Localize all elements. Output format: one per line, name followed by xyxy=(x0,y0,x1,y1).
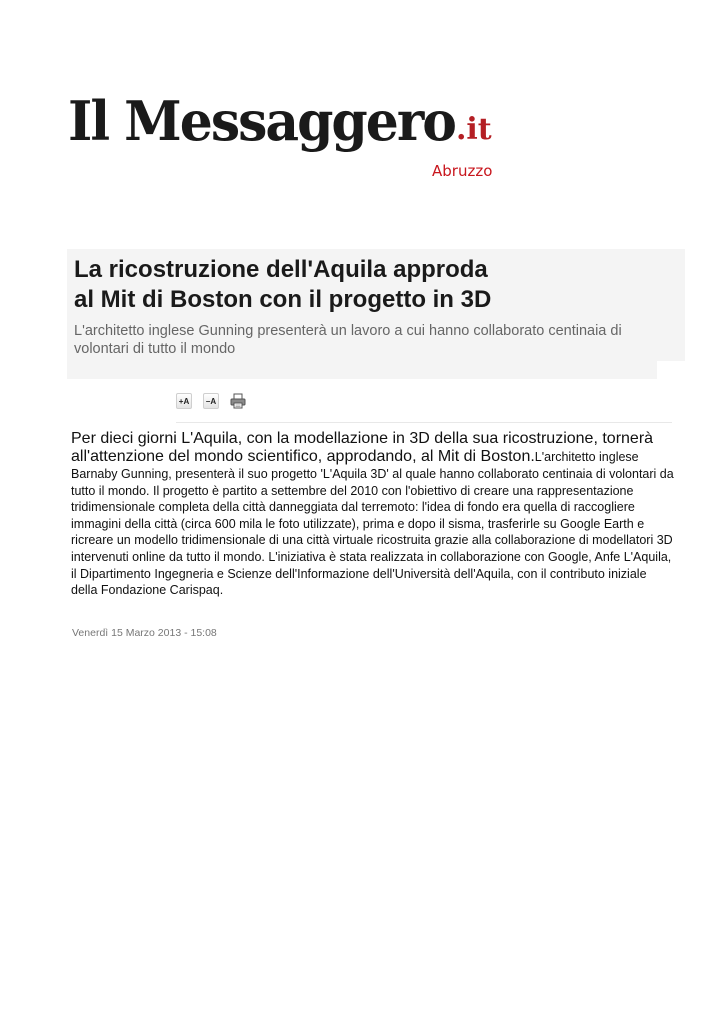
article-subtitle: L'architetto inglese Gunning presenterà un lavoro a cui hanno collaborato centinaia di volontari di tutto il mondo xyxy=(74,323,622,357)
print-icon xyxy=(230,393,246,409)
article-body-text: L'architetto inglese Barnaby Gunning, presenterà il suo progetto 'L'Aquila 3D' al quale hanno collaborato centinaia di volontari da tutto il mondo. Il progetto è partito a settembre del 2010 con l'obiettivo di creare una rappresentazione tridimensionale completa della città danneggiata dal terremoto: l'idea di fondo era quella di raccogliere immagini della città (circa 600 mila le foto utilizzate), prima e dopo il sisma, trasferirle su Google Earth e ricreare un modello tridimensionale di una città virtuale ricostruita grazie alla collaborazione di modellatori 3D intervenuti online da tutto il mondo. L'iniziativa è stata realizzata in collaborazione con Google, Anfe L'Aquila, il Dipartimento Ingegneria e Scienze dell'Informazione dell'Università dell'Aquila, con il contributo iniziale della Fondazione Carispaq. xyxy=(71,450,674,598)
site-logo[interactable] xyxy=(68,89,492,154)
article-lead: Per dieci giorni L'Aquila, con la modellazione in 3D della sua ricostruzione, tornerà all'attenzione del mondo scientifico, approdando, al Mit di Boston. xyxy=(71,430,654,465)
logo-wordmark: Il Messaggero xyxy=(68,89,455,154)
logo-domain-suffix: .it xyxy=(455,112,492,147)
decrease-font-button[interactable]: –A xyxy=(203,393,219,409)
article-body xyxy=(71,430,675,599)
headline-background-extension xyxy=(67,361,657,379)
section-label[interactable]: Abruzzo xyxy=(432,162,493,180)
article-title xyxy=(74,255,674,315)
increase-font-button[interactable]: +A xyxy=(176,393,192,409)
article-tools xyxy=(176,393,246,409)
tools-divider xyxy=(176,422,672,423)
print-button[interactable] xyxy=(230,393,246,409)
article-title-line-1: La ricostruzione dell'Aquila approda xyxy=(74,256,488,283)
article-timestamp: Venerdì 15 Marzo 2013 - 15:08 xyxy=(72,627,217,639)
article-title-line-2: al Mit di Boston con il progetto in 3D xyxy=(74,286,492,313)
